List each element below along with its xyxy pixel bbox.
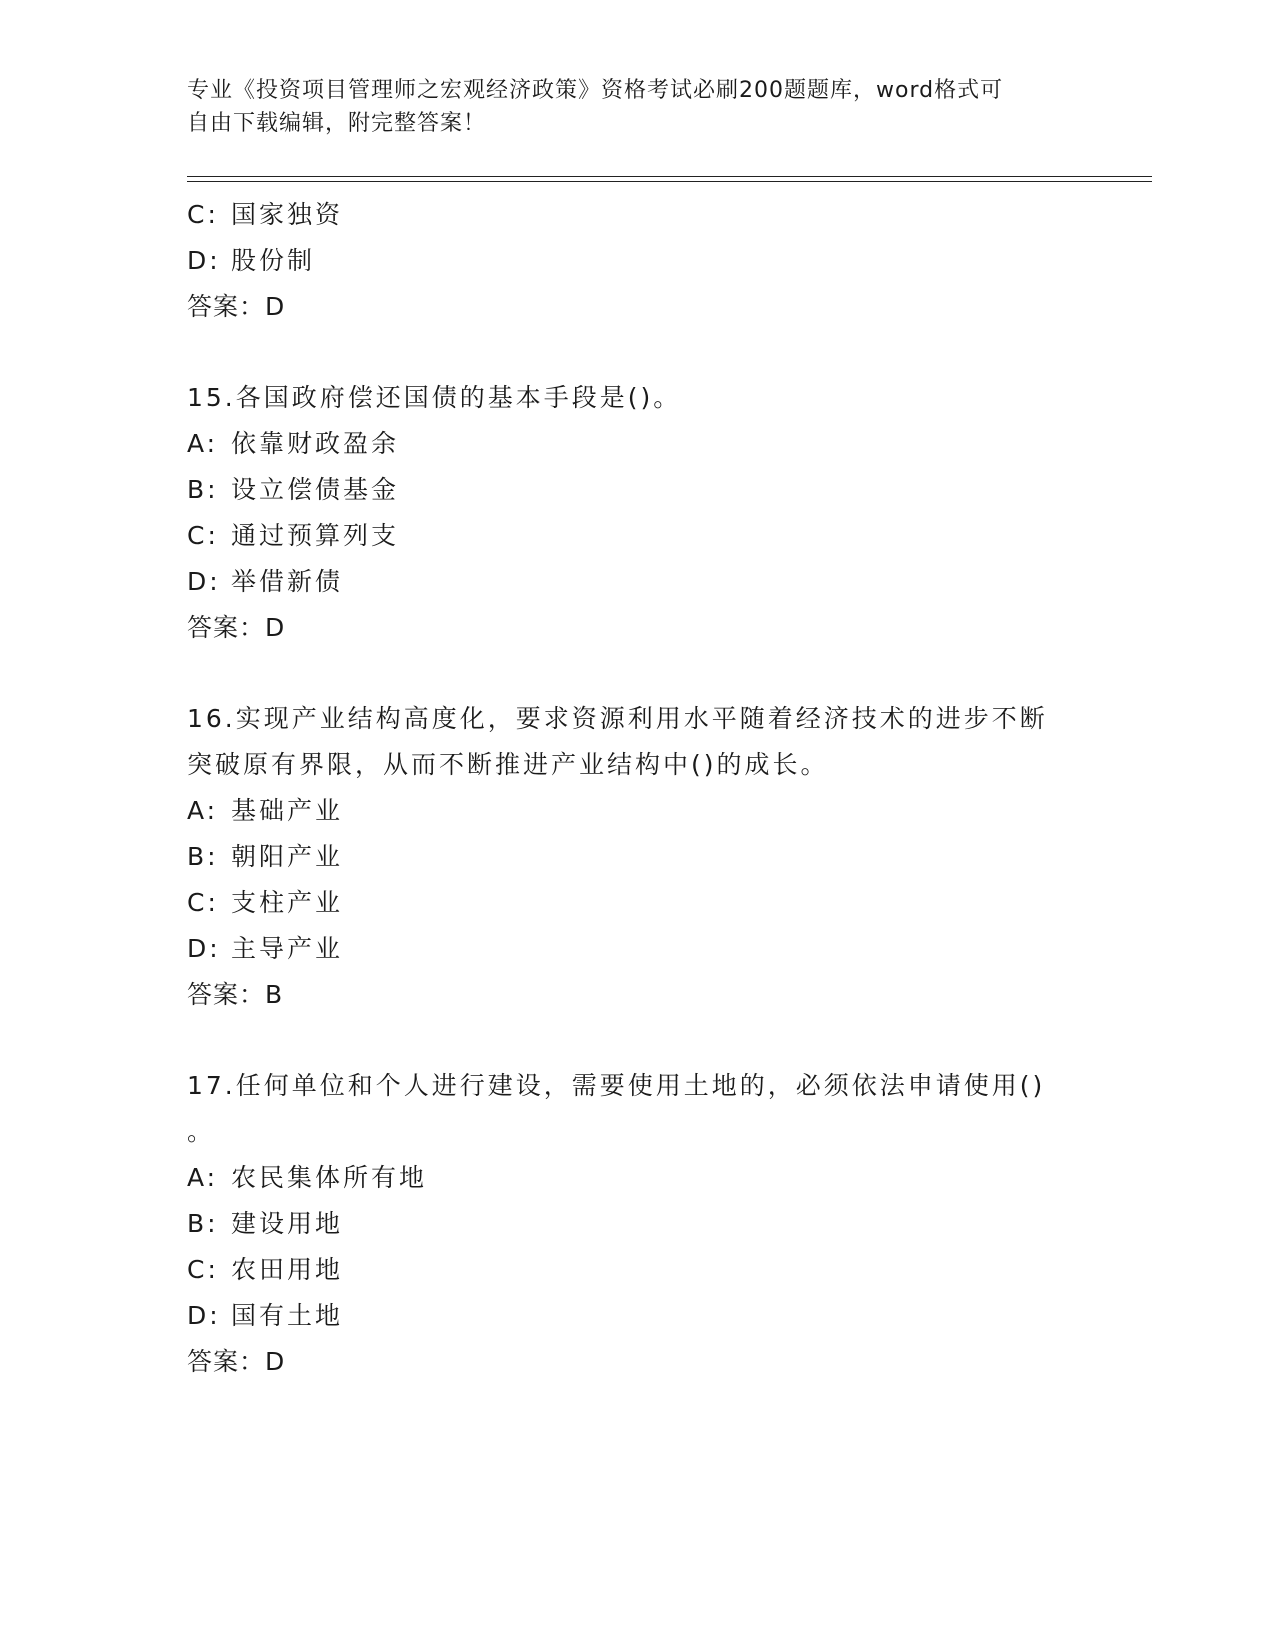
question-text-line-2: 。 [187, 1117, 216, 1146]
option-d [187, 1293, 1087, 1339]
header-line-1: 专业《投资项目管理师之宏观经济政策》资格考试必刷200题题库，word格式可 [187, 78, 1004, 103]
option-text: 国家独资 [231, 200, 344, 229]
option-key: D: [187, 934, 221, 963]
document-header [187, 74, 1067, 140]
option-a [187, 1155, 1087, 1201]
partial-question [187, 192, 1087, 330]
option-text: 举借新债 [231, 567, 344, 596]
option-text: 农田用地 [231, 1255, 344, 1284]
option-text: 支柱产业 [231, 888, 344, 917]
answer-line: 答案：D [187, 613, 286, 642]
option-key: B: [187, 842, 219, 871]
option-key: D: [187, 567, 221, 596]
option-b [187, 834, 1087, 880]
option-text: 朝阳产业 [231, 842, 344, 871]
question-17 [187, 1063, 1087, 1385]
option-text: 设立偿债基金 [231, 475, 400, 504]
option-text: 国有土地 [231, 1301, 344, 1330]
option-b [187, 1201, 1087, 1247]
option-a [187, 421, 1087, 467]
option-key: D: [187, 246, 221, 275]
option-key: A: [187, 1163, 219, 1192]
header-line-2: 自由下载编辑，附完整答案！ [187, 111, 487, 136]
option-key: B: [187, 1209, 219, 1238]
option-c [187, 192, 1087, 238]
question-text-line-1: 17.任何单位和个人进行建设，需要使用土地的，必须依法申请使用() [187, 1071, 1046, 1100]
option-text: 依靠财政盈余 [231, 429, 400, 458]
option-b [187, 467, 1087, 513]
option-text: 农民集体所有地 [231, 1163, 428, 1192]
option-text: 基础产业 [231, 796, 344, 825]
question-text-line-2: 突破原有界限，从而不断推进产业结构中()的成长。 [187, 750, 829, 779]
option-key: A: [187, 796, 219, 825]
question-text-line-1: 16.实现产业结构高度化，要求资源利用水平随着经济技术的进步不断 [187, 704, 1048, 733]
option-key: A: [187, 429, 219, 458]
question-list [187, 192, 1087, 1385]
option-key: D: [187, 1301, 221, 1330]
option-key: C: [187, 521, 219, 550]
option-text: 通过预算列支 [231, 521, 400, 550]
option-key: B: [187, 475, 219, 504]
option-text: 主导产业 [231, 934, 344, 963]
option-text: 建设用地 [231, 1209, 344, 1238]
header-divider-bottom [187, 181, 1152, 182]
option-a [187, 788, 1087, 834]
option-key: C: [187, 200, 219, 229]
option-d [187, 926, 1087, 972]
answer-line: 答案：D [187, 1347, 286, 1376]
header-divider-top [187, 176, 1152, 177]
option-c [187, 513, 1087, 559]
answer-line: 答案：B [187, 980, 284, 1009]
option-d [187, 238, 1087, 284]
option-c [187, 1247, 1087, 1293]
answer-line: 答案：D [187, 292, 286, 321]
option-d [187, 559, 1087, 605]
option-c [187, 880, 1087, 926]
option-key: C: [187, 1255, 219, 1284]
question-15 [187, 375, 1087, 651]
question-text: 15.各国政府偿还国债的基本手段是()。 [187, 383, 682, 412]
option-key: C: [187, 888, 219, 917]
question-16 [187, 696, 1087, 1018]
option-text: 股份制 [231, 246, 316, 275]
